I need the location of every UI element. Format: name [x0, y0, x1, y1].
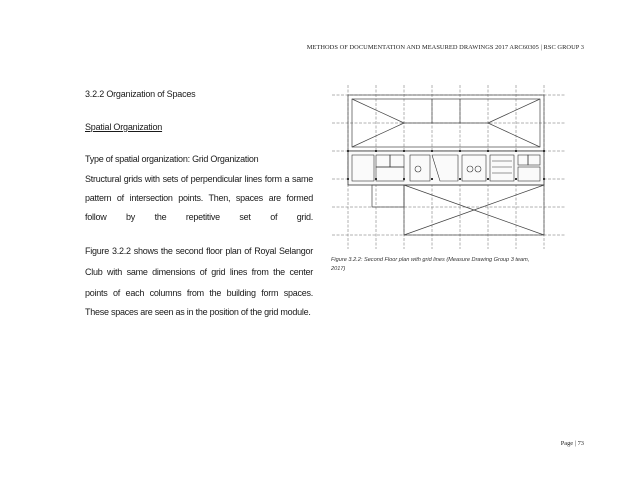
- caption-line-1: Figure 3.2.2: Second Floor plan with grid lines (Measure Drawing Group 3 team,: [331, 257, 530, 263]
- paragraph-2-line: These spaces are seen as in the position of the grid module.: [85, 307, 311, 317]
- paragraph-2-line: Figure 3.2.2 shows the second floor plan of Royal Selangor: [85, 246, 313, 256]
- section-heading: 3.2.2 Organization of Spaces: [85, 89, 196, 99]
- paragraph-1-line: pattern of intersection points. Then, spaces are formed: [85, 193, 313, 203]
- subheading: Spatial Organization: [85, 122, 163, 132]
- paragraph-1-line: follow by the repetitive set of grid.: [85, 212, 313, 222]
- figure-caption: [331, 256, 581, 274]
- paragraph-1-line: Structural grids with sets of perpendicular lines form a same: [85, 174, 313, 184]
- text-column: [85, 88, 313, 319]
- paragraph-2: [85, 245, 313, 319]
- paragraph-2-line: points of each columns from the building form spaces.: [85, 288, 313, 298]
- paragraph-1-line: Type of spatial organization: Grid Organization: [85, 154, 259, 164]
- floor-plan-drawing: [330, 83, 567, 251]
- caption-line-2: 2017): [331, 266, 346, 272]
- running-header: METHODS OF DOCUMENTATION AND MEASURED DRAWINGS 2017 ARC60305 | RSC GROUP 3: [306, 44, 584, 51]
- floor-plan-figure: [330, 83, 567, 251]
- page-number: Page | 73: [560, 440, 584, 447]
- paragraph-2-line: Club with same dimensions of grid lines from the center: [85, 267, 313, 277]
- paragraph-1: [85, 153, 313, 224]
